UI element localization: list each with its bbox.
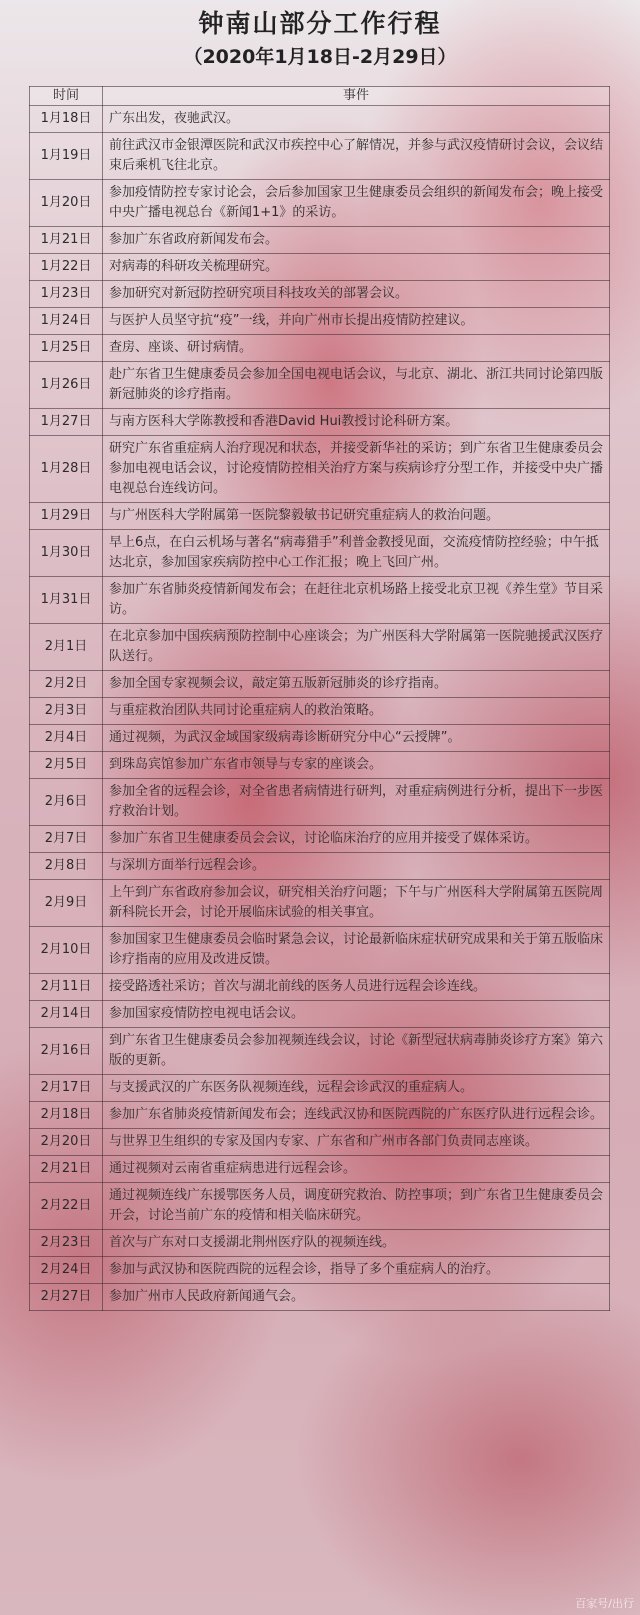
row-date: 1月19日 — [30, 133, 103, 180]
row-event: 与深圳方面举行远程会诊。 — [103, 853, 610, 880]
row-date: 1月27日 — [30, 409, 103, 436]
table-row — [30, 254, 610, 281]
row-event: 赴广东省卫生健康委员会参加全国电视电话会议，与北京、湖北、浙江共同讨论第四版新冠肺炎的诊疗指南。 — [103, 362, 610, 409]
row-date: 2月23日 — [30, 1230, 103, 1257]
table-row — [30, 624, 610, 671]
row-event: 对病毒的科研攻关梳理研究。 — [103, 254, 610, 281]
table-row — [30, 826, 610, 853]
schedule-table — [29, 86, 610, 1311]
row-event: 研究广东省重症病人治疗现况和状态，并接受新华社的采访；到广东省卫生健康委员会参加电视电话会议，讨论疫情防控相关治疗方案与疾病诊疗分型工作，并接受中央广播电视总台连线访问。 — [103, 436, 610, 503]
row-event: 与世界卫生组织的专家及国内专家、广东省和广州市各部门负责同志座谈。 — [103, 1129, 610, 1156]
row-event: 广东出发，夜驰武汉。 — [103, 106, 610, 133]
watermark: 百家号/出行 — [575, 1597, 634, 1610]
column-header-event: 事件 — [103, 87, 610, 106]
table-row — [30, 530, 610, 577]
row-date: 1月20日 — [30, 180, 103, 227]
row-event: 查房、座谈、研讨病情。 — [103, 335, 610, 362]
table-row — [30, 725, 610, 752]
row-date: 1月26日 — [30, 362, 103, 409]
row-event: 通过视频，为武汉金域国家级病毒诊断研究分中心“云授牌”。 — [103, 725, 610, 752]
row-date: 2月27日 — [30, 1284, 103, 1311]
row-date: 1月24日 — [30, 308, 103, 335]
table-row — [30, 1284, 610, 1311]
table-row — [30, 106, 610, 133]
table-row — [30, 779, 610, 826]
table-row — [30, 1257, 610, 1284]
row-event: 到珠岛宾馆参加广东省市领导与专家的座谈会。 — [103, 752, 610, 779]
row-date: 1月31日 — [30, 577, 103, 624]
row-event: 与重症救治团队共同讨论重症病人的救治策略。 — [103, 698, 610, 725]
row-date: 1月29日 — [30, 503, 103, 530]
row-date: 2月4日 — [30, 725, 103, 752]
table-row — [30, 853, 610, 880]
row-date: 2月22日 — [30, 1183, 103, 1230]
table-row — [30, 308, 610, 335]
table-row — [30, 1102, 610, 1129]
row-event: 参加国家卫生健康委员会临时紧急会议，讨论最新临床症状研究成果和关于第五版临床诊疗指南的应用及改进反馈。 — [103, 927, 610, 974]
row-event: 与广州医科大学附属第一医院黎毅敏书记研究重症病人的救治问题。 — [103, 503, 610, 530]
row-date: 2月24日 — [30, 1257, 103, 1284]
table-row — [30, 1075, 610, 1102]
page-header — [0, 0, 640, 80]
table-row — [30, 671, 610, 698]
row-event: 参加广东省卫生健康委员会会议，讨论临床治疗的应用并接受了媒体采访。 — [103, 826, 610, 853]
column-header-date: 时间 — [30, 87, 103, 106]
row-date: 2月18日 — [30, 1102, 103, 1129]
row-date: 2月9日 — [30, 880, 103, 927]
table-header-row — [30, 87, 610, 106]
table-row — [30, 1183, 610, 1230]
table-row — [30, 335, 610, 362]
row-date: 1月30日 — [30, 530, 103, 577]
row-event: 前往武汉市金银潭医院和武汉市疾控中心了解情况，并参与武汉疫情研讨会议，会议结束后乘机飞往北京。 — [103, 133, 610, 180]
row-event: 早上6点，在白云机场与著名“病毒猎手”利普金教授见面，交流疫情防控经验；中午抵达北京，参加国家疾病防控中心工作汇报；晚上飞回广州。 — [103, 530, 610, 577]
row-date: 2月11日 — [30, 974, 103, 1001]
row-event: 在北京参加中国疾病预防控制中心座谈会；为广州医科大学附属第一医院驰援武汉医疗队送行。 — [103, 624, 610, 671]
row-event: 参加与武汉协和医院西院的远程会诊，指导了多个重症病人的治疗。 — [103, 1257, 610, 1284]
row-date: 1月18日 — [30, 106, 103, 133]
table-row — [30, 1156, 610, 1183]
table-row — [30, 1028, 610, 1075]
row-date: 2月1日 — [30, 624, 103, 671]
row-event: 上午到广东省政府参加会议，研究相关治疗问题；下午与广州医科大学附属第五医院周新科院长开会，讨论开展临床试验的相关事宜。 — [103, 880, 610, 927]
row-event: 参加研究对新冠防控研究项目科技攻关的部署会议。 — [103, 281, 610, 308]
row-date: 2月14日 — [30, 1001, 103, 1028]
table-row — [30, 180, 610, 227]
schedule-table-body — [30, 106, 610, 1311]
row-date: 2月21日 — [30, 1156, 103, 1183]
row-event: 通过视频对云南省重症病患进行远程会诊。 — [103, 1156, 610, 1183]
row-event: 与支援武汉的广东医务队视频连线，远程会诊武汉的重症病人。 — [103, 1075, 610, 1102]
table-row — [30, 927, 610, 974]
row-date: 2月5日 — [30, 752, 103, 779]
row-date: 2月17日 — [30, 1075, 103, 1102]
row-date: 1月21日 — [30, 227, 103, 254]
row-event: 参加广东省肺炎疫情新闻发布会；连线武汉协和医院西院的广东医疗队进行远程会诊。 — [103, 1102, 610, 1129]
table-row — [30, 503, 610, 530]
row-event: 参加国家疫情防控电视电话会议。 — [103, 1001, 610, 1028]
table-row — [30, 281, 610, 308]
row-event: 参加广东省肺炎疫情新闻发布会；在赶往北京机场路上接受北京卫视《养生堂》节目采访。 — [103, 577, 610, 624]
row-event: 接受路透社采访；首次与湖北前线的医务人员进行远程会诊连线。 — [103, 974, 610, 1001]
table-row — [30, 752, 610, 779]
row-date: 2月8日 — [30, 853, 103, 880]
table-row — [30, 362, 610, 409]
table-row — [30, 1129, 610, 1156]
row-date: 2月16日 — [30, 1028, 103, 1075]
row-date: 1月28日 — [30, 436, 103, 503]
table-row — [30, 409, 610, 436]
row-date: 2月7日 — [30, 826, 103, 853]
row-date: 1月22日 — [30, 254, 103, 281]
row-event: 与医护人员坚守抗“疫”一线，并向广州市长提出疫情防控建议。 — [103, 308, 610, 335]
table-row — [30, 880, 610, 927]
row-date: 2月3日 — [30, 698, 103, 725]
table-row — [30, 436, 610, 503]
page-title: 钟南山部分工作行程 — [198, 9, 442, 38]
table-row — [30, 577, 610, 624]
row-event: 首次与广东对口支援湖北荆州医疗队的视频连线。 — [103, 1230, 610, 1257]
row-date: 1月25日 — [30, 335, 103, 362]
table-row — [30, 133, 610, 180]
row-event: 参加广州市人民政府新闻通气会。 — [103, 1284, 610, 1311]
row-date: 2月10日 — [30, 927, 103, 974]
row-date: 2月20日 — [30, 1129, 103, 1156]
table-row — [30, 974, 610, 1001]
row-event: 参加全国专家视频会议，敲定第五版新冠肺炎的诊疗指南。 — [103, 671, 610, 698]
page-subtitle: （2020年1月18日-2月29日） — [183, 46, 457, 68]
table-row — [30, 227, 610, 254]
row-date: 2月6日 — [30, 779, 103, 826]
row-event: 通过视频连线广东援鄂医务人员，调度研究救治、防控事项；到广东省卫生健康委员会开会，讨论当前广东的疫情和相关临床研究。 — [103, 1183, 610, 1230]
row-date: 1月23日 — [30, 281, 103, 308]
row-event: 参加广东省政府新闻发布会。 — [103, 227, 610, 254]
row-date: 2月2日 — [30, 671, 103, 698]
row-event: 参加全省的远程会诊，对全省患者病情进行研判，对重症病例进行分析，提出下一步医疗救治计划。 — [103, 779, 610, 826]
row-event: 参加疫情防控专家讨论会，会后参加国家卫生健康委员会组织的新闻发布会；晚上接受中央广播电视总台《新闻1+1》的采访。 — [103, 180, 610, 227]
table-row — [30, 1230, 610, 1257]
row-event: 与南方医科大学陈教授和香港David Hui教授讨论科研方案。 — [103, 409, 610, 436]
table-row — [30, 1001, 610, 1028]
row-event: 到广东省卫生健康委员会参加视频连线会议，讨论《新型冠状病毒肺炎诊疗方案》第六版的更新。 — [103, 1028, 610, 1075]
table-row — [30, 698, 610, 725]
